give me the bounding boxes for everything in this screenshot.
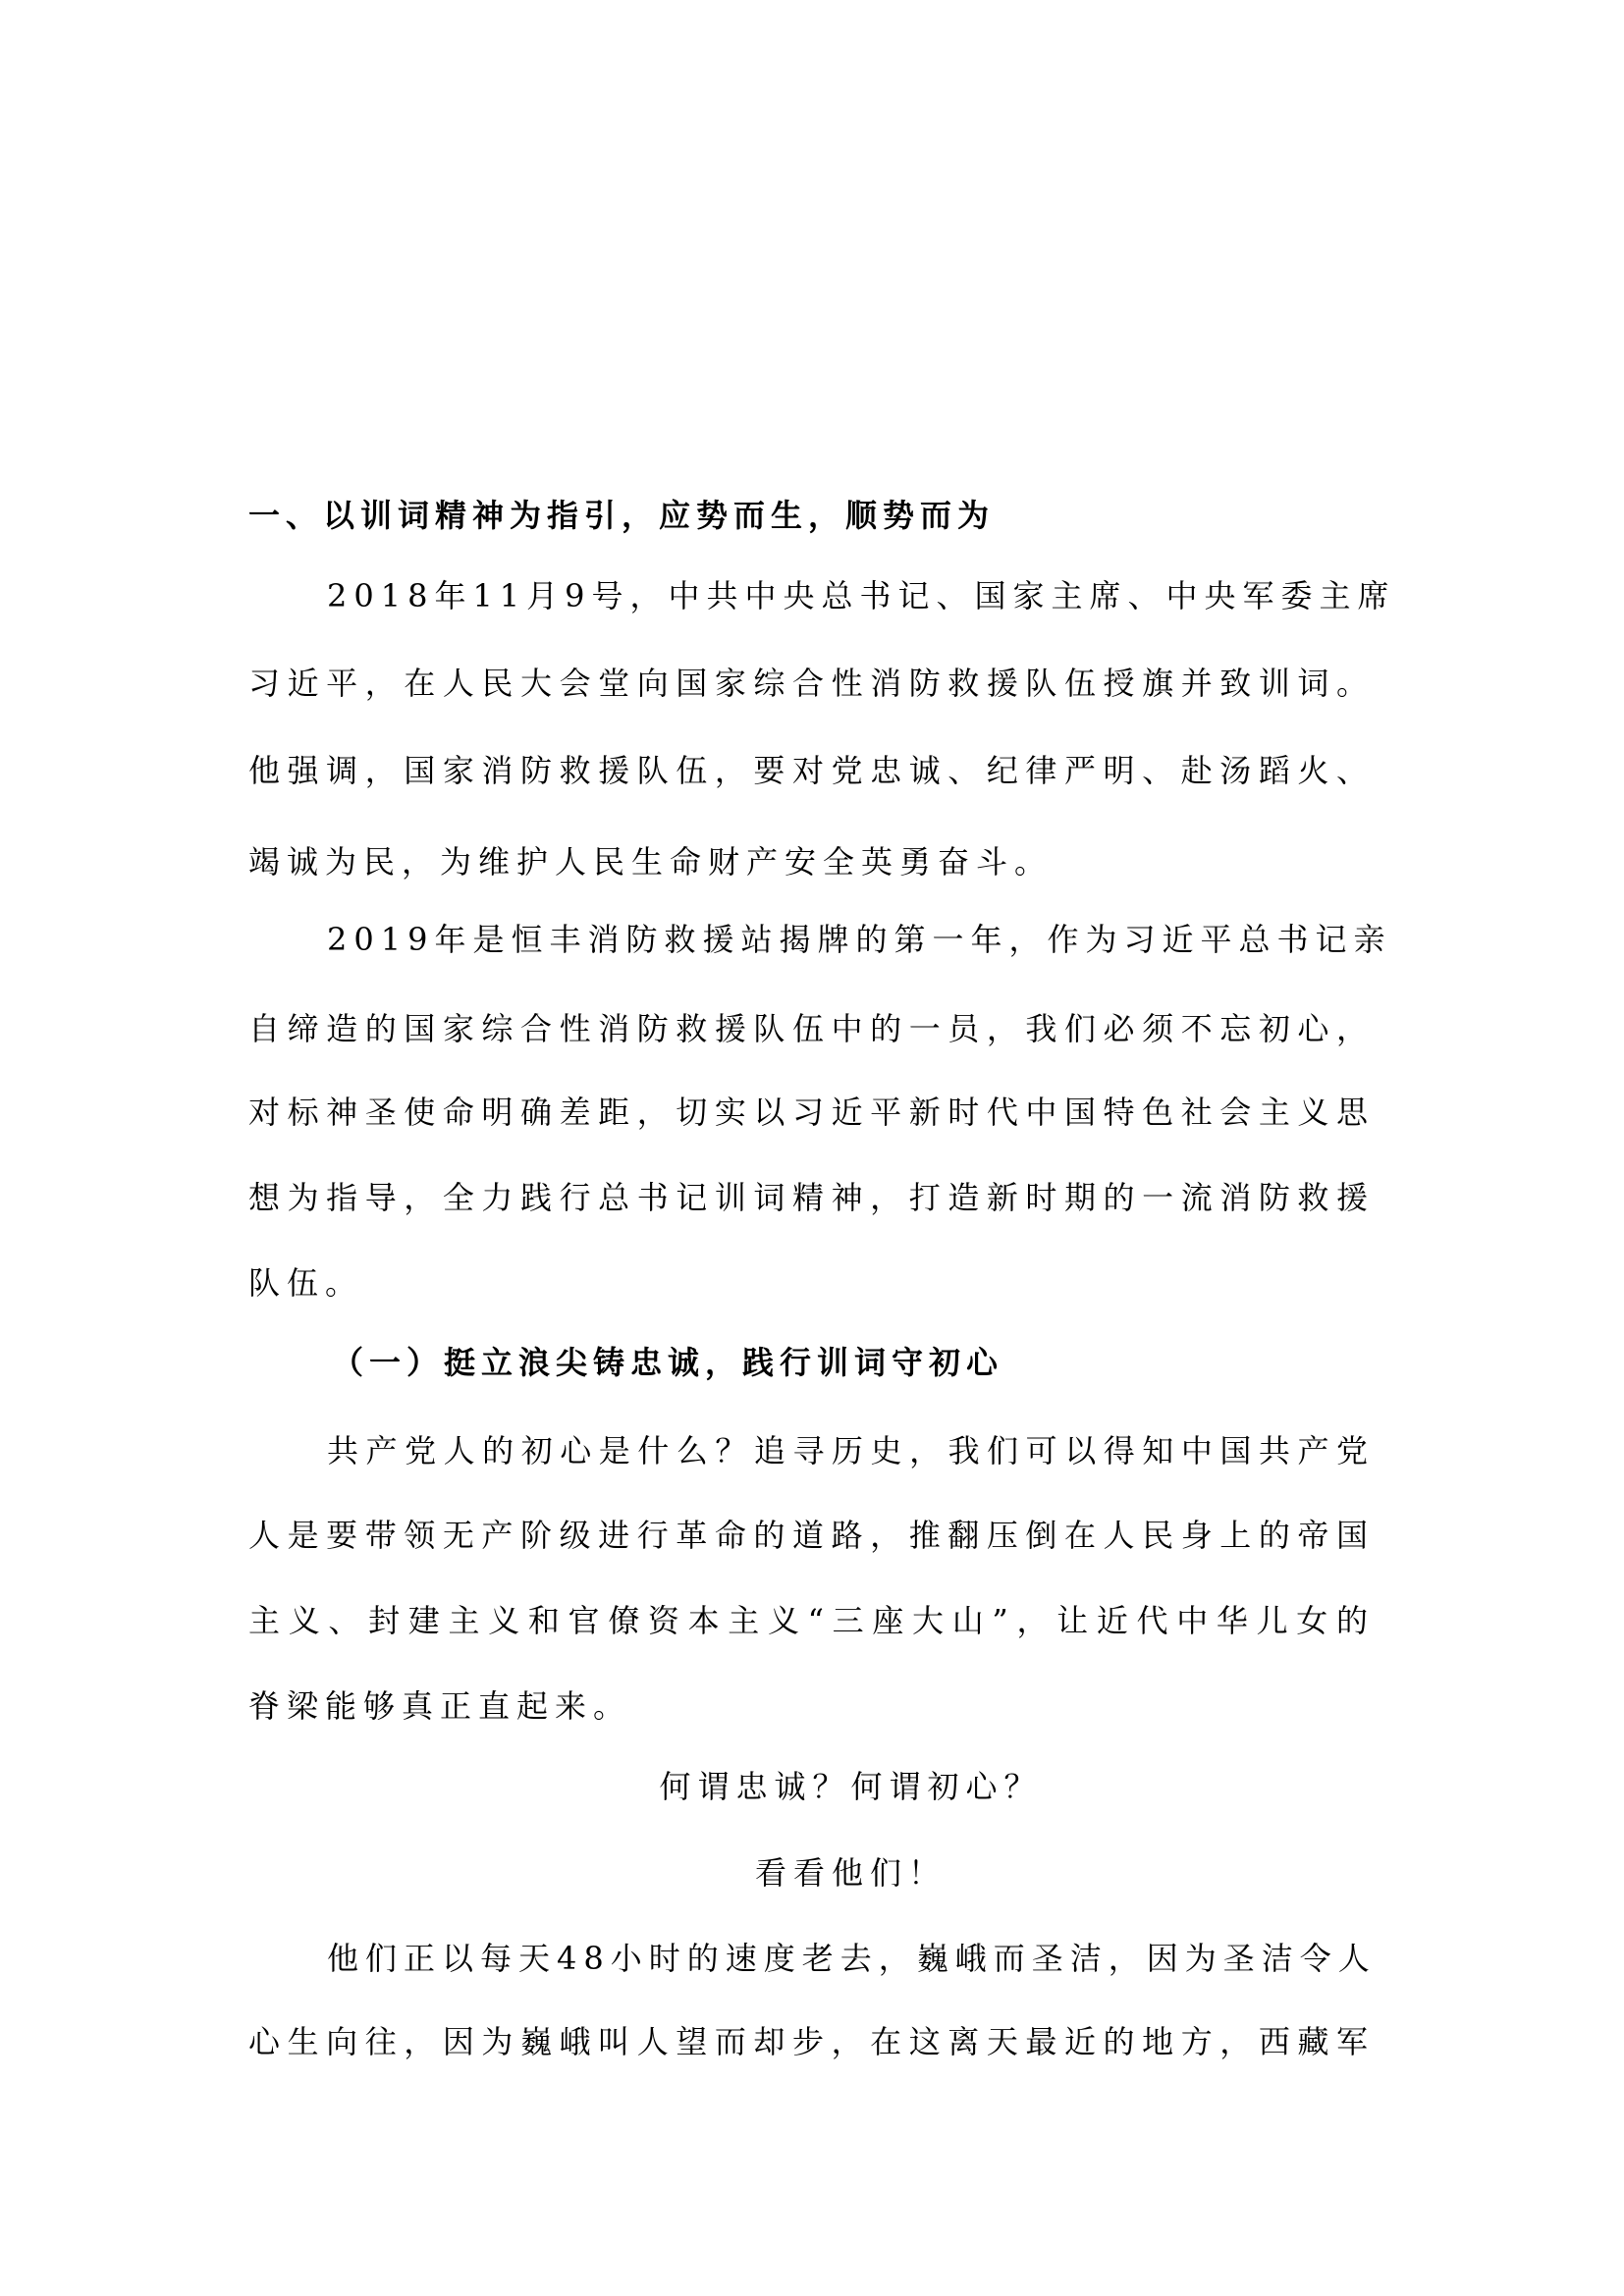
paragraph-1-line-4: 竭诚为民，为维护人民生命财产安全英勇奋斗。	[248, 843, 1054, 881]
subsection-heading: （一）挺立浪尖铸忠诚，践行训词守初心	[332, 1344, 1004, 1381]
paragraph-4-line-2: 心生向往，因为巍峨叫人望而却步，在这离天最近的地方，西藏军	[248, 2023, 1375, 2060]
paragraph-4-line-1: 他们正以每天48小时的速度老去，巍峨而圣洁，因为圣洁令人	[327, 1940, 1377, 1977]
centered-exclamation-line: 看看他们！	[754, 1854, 947, 1892]
paragraph-3-line-1: 共产党人的初心是什么？追寻历史，我们可以得知中国共产党	[327, 1432, 1375, 1469]
paragraph-3-line-4: 脊梁能够真正直起来。	[248, 1687, 632, 1725]
paragraph-2-line-4: 想为指导，全力践行总书记训词精神，打造新时期的一流消防救援	[248, 1179, 1375, 1216]
paragraph-2-line-1: 2019年是恒丰消防救援站揭牌的第一年，作为习近平总书记亲	[327, 921, 1392, 958]
paragraph-3-line-2: 人是要带领无产阶级进行革命的道路，推翻压倒在人民身上的帝国	[248, 1517, 1375, 1554]
paragraph-1-line-2: 习近平，在人民大会堂向国家综合性消防救援队伍授旗并致训词。	[248, 665, 1375, 702]
paragraph-3-line-3: 主义、封建主义和官僚资本主义“三座大山”，让近代中华儿女的	[248, 1602, 1375, 1639]
section-heading: 一、以训词精神为指引，应势而生，顺势而为	[248, 497, 996, 534]
paragraph-1-line-1: 2018年11月9号，中共中央总书记、国家主席、中央军委主席	[327, 577, 1396, 614]
paragraph-2-line-5: 队伍。	[248, 1264, 364, 1302]
paragraph-1-line-3: 他强调，国家消防救援队伍，要对党忠诚、纪律严明、赴汤蹈火、	[248, 752, 1375, 789]
paragraph-2-line-3: 对标神圣使命明确差距，切实以习近平新时代中国特色社会主义思	[248, 1094, 1375, 1131]
centered-question-line: 何谓忠诚？何谓初心？	[659, 1768, 1043, 1805]
paragraph-2-line-2: 自缔造的国家综合性消防救援队伍中的一员，我们必须不忘初心，	[248, 1010, 1375, 1047]
